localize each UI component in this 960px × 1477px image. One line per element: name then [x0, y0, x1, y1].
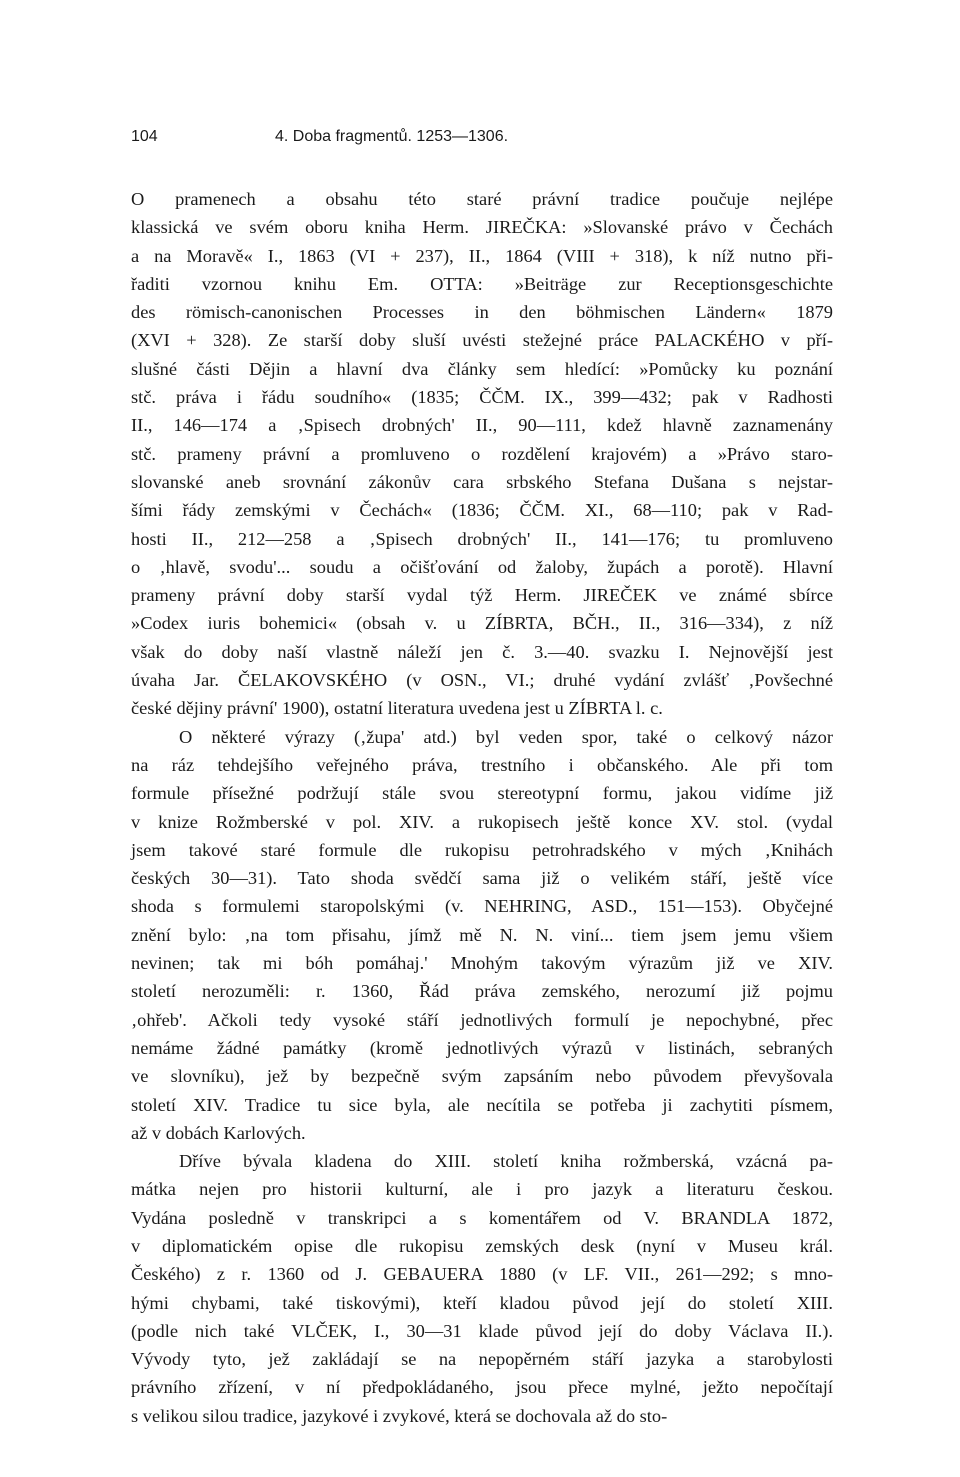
text-line: jsem takové staré formule dle rukopisu petrohradského v mých ‚Knihách [131, 839, 833, 860]
text-line: na ráz tehdejšího veřejného práva, trestního i občanského. Ale při tom [131, 754, 833, 775]
text-line: české dějiny právní' 1900), ostatní literatura uvedena jest u ZÍBRTA l. c. [131, 698, 663, 719]
text-line: slušné části Dějin a hlavní dva články sem hledící: »Pomůcky ku poznání [131, 358, 833, 379]
text-line: slovanské aneb srovnání zákonův cara srbského Stefana Dušana s nejstar- [131, 471, 833, 492]
text-line: nevinen; tak mi bóh pomáhaj.' Mnohým takovým výrazům již ve XIV. [131, 953, 833, 974]
text-line: o ‚hlavě, svodu'... soudu a očišťování od žaloby, župách a porotě). Hlavní [131, 556, 833, 577]
running-header [131, 128, 831, 158]
text-line: des römisch-canonischen Processes in den böhmischen Ländern« 1879 [131, 302, 833, 323]
text-line: ‚ohřeb'. Ačkoli tedy vysoké stáří jednotlivých formulí je nepochybné, přec [131, 1009, 833, 1030]
text-line: šími řády zemskými v Čechách« (1836; ČČM. XI., 68—110; pak v Rad- [131, 500, 833, 521]
text-line: a na Moravě« I., 1863 (VI + 237), II., 1864 (VIII + 318), k níž nutno při- [131, 245, 833, 266]
text-line: stč. práva i řádu soudního« (1835; ČČM. IX., 399—432; pak v Radhosti [131, 387, 833, 408]
text-line: v diplomatickém opise dle rukopisu zemských desk (nyní v Museu král. [131, 1235, 833, 1256]
text-line: znění bylo: ‚na tom přisahu, jímž mě N. N. viní... tiem jsem jemu všiem [131, 924, 833, 945]
running-title: 4. Doba fragmentů. 1253—1306. [275, 128, 509, 145]
text-line: mátka nejen pro historii kulturní, ale i pro jazyk a literaturu českou. [131, 1179, 833, 1200]
text-line: s velikou silou tradice, jazykové i zvykové, která se dochovala až do sto- [131, 1405, 668, 1426]
page-number: 104 [131, 128, 158, 145]
text-line: O některé výrazy (‚župa' atd.) byl veden spor, také o celkový názor [179, 726, 833, 747]
text-line: nemáme žádné památky (kromě jednotlivých výrazů v listinách, sebraných [131, 1037, 833, 1058]
text-line: klassická ve svém oboru kniha Herm. JIREČKA: »Slovanské právo v Čechách [131, 217, 833, 238]
text-line: hosti II., 212—258 a ‚Spisech drobných' II., 141—176; tu promluveno [131, 528, 833, 549]
text-line: (XVI + 328). Ze starší doby sluší uvésti stežejné práce PALACKÉHO v pří- [131, 330, 833, 351]
text-line: (podle nich také VLČEK, I., 30—31 klade původ její do doby Václava II.). [131, 1320, 833, 1341]
text-line: formule přísežné podržují stále svou stereotypní formu, jakou vidíme již [131, 783, 833, 804]
body-text [131, 185, 833, 1430]
text-line: úvaha Jar. ČELAKOVSKÉHO (v OSN., VI.; druhé vydání zvlášť ‚Povšechné [131, 670, 833, 691]
text-line: Vývody tyto, jež zakládají se na nepopěrném stáří jazyka a starobylosti [131, 1349, 833, 1370]
text-line: českých 30—31). Tato shoda svědčí sama již o velikém stáří, ještě více [131, 868, 833, 889]
text-line: hými chybami, také tiskovými), kteří kladou původ její do století XIII. [131, 1292, 833, 1313]
text-line: Dříve bývala kladena do XIII. století kniha rožmberská, vzácná pa- [179, 1151, 833, 1172]
text-line: století XIV. Tradice tu sice byla, ale necítila se potřeba ji zachytiti písmem, [131, 1094, 833, 1115]
text-line: »Codex iuris bohemici« (obsah v. u ZÍBRTA, BČH., II., 316—334), z níž [131, 613, 833, 634]
text-line: však do doby naší vlastně náleží jen č. 3.—40. svazku I. Nejnovější jest [131, 641, 833, 662]
text-line: II., 146—174 a ‚Spisech drobných' II., 90—111, kdež hlavně zaznamenány [131, 415, 833, 436]
text-line: Českého) z r. 1360 od J. GEBAUERA 1880 (v LF. VII., 261—292; s mno- [131, 1264, 833, 1285]
text-line: v knize Rožmberské v pol. XIV. a rukopisech ještě konce XV. stol. (vydal [131, 811, 833, 832]
text-line: až v dobách Karlových. [131, 1122, 306, 1143]
text-line: století nerozuměli: r. 1360, Řád práva zemského, nerozumí již pojmu [131, 981, 833, 1002]
text-line: prameny právní doby starší vydal týž Herm. JIREČEK ve známé sbírce [131, 585, 833, 606]
text-line: O pramenech a obsahu této staré právní tradice poučuje nejlépe [131, 189, 833, 209]
text-line: právního zřízení, v ní předpokládaného, jsou přece mylné, ježto nepočítají [131, 1377, 833, 1398]
text-line: Vydána posledně v transkripci a s komentářem od V. BRANDLA 1872, [131, 1207, 833, 1228]
text-line: stč. prameny právní a promluveno o rozdělení krajovém) a »Právo staro- [131, 443, 833, 464]
text-line: shoda s formulemi staropolskými (v. NEHRING, ASD., 151—153). Obyčejné [131, 896, 833, 917]
text-line: řaditi vzornou knihu Em. OTTA: »Beiträge zur Receptionsgeschichte [131, 273, 833, 294]
text-line: ve slovníku), jež by bezpečně svým zapsáním nebo původem převyšovala [131, 1066, 833, 1087]
